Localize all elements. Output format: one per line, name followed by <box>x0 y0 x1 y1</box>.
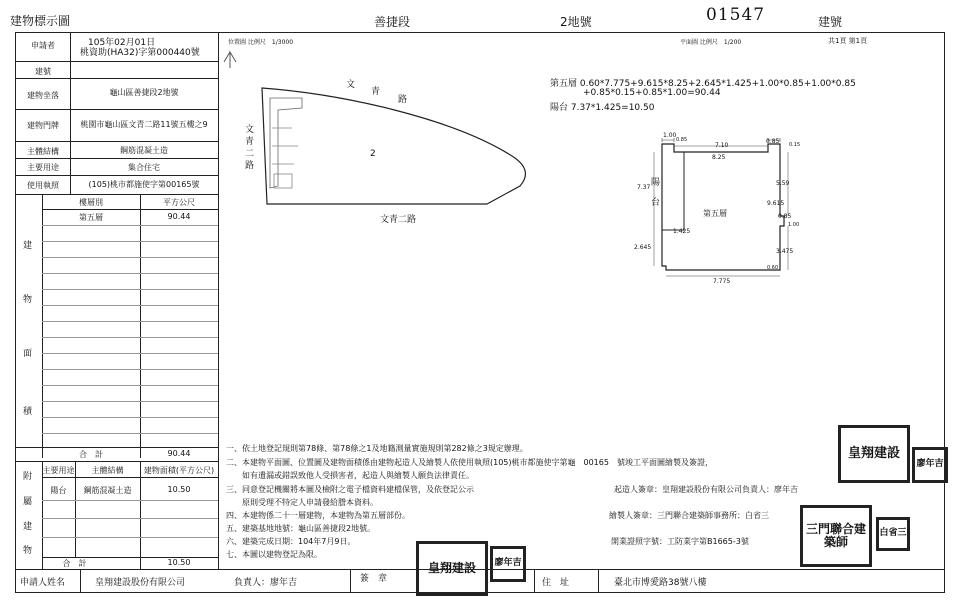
lot-number: 2 <box>370 149 376 159</box>
note-4: 三、同意登記機關將本圖及檢附之電子檔資料建檔保管，及依登記公示 <box>226 485 474 494</box>
annex-vertical-4: 物 <box>23 546 33 556</box>
dim-right-2: 9.615 <box>767 200 785 207</box>
left-table-divider <box>218 32 219 569</box>
note-7: 五、建築基地地號：龜山區善捷段2地號。 <box>226 524 376 533</box>
annex-row-area: 10.50 <box>167 485 191 494</box>
seal-builder-company: 皇翔建設 <box>838 425 910 483</box>
applicant-label: 申請者 <box>31 41 55 50</box>
applicant-doc: 桃資助(HA32)字第000440號 <box>80 48 200 58</box>
responsible-person: 負責人：廖年吉 <box>234 578 298 588</box>
seal-drafter-office: 三門聯合建築師 <box>800 505 872 567</box>
applicant-name: 皇翔建設股份有限公司 <box>95 578 186 588</box>
arrow-mark <box>224 52 236 68</box>
dim-left-height: 7.37 <box>637 184 651 191</box>
lot-boundary <box>262 88 525 204</box>
note-1: 一、依土地登記規則第78條、第78條之1及地籍測量實施規則第282條之3規定辦理。 <box>226 444 528 453</box>
annex-col-use: 主要用途 <box>42 466 75 475</box>
note-2: 二、本建物平面圖、位置圖及建物面積係由建物起造人及繪製人依使用執照(105)桃市都施使字第龜 00165 號竣工平面圖繪製及簽證， <box>226 458 713 467</box>
area-formula-1: 第五層 0.60*7.775+9.615*8.25+2.645*1.425+1.00*0.85+1.00*0.85 <box>550 79 856 89</box>
dim-top-right-v: 0.15 <box>789 142 801 148</box>
floor-plan-drawing <box>650 134 830 284</box>
use-value: 集合住宅 <box>128 163 160 172</box>
land-number: 2地號 <box>560 15 592 29</box>
balcony-label-2: 台 <box>651 198 661 208</box>
license-number: 開業證照字號：工防業字第B1665-3號 <box>611 537 749 546</box>
road-label-north-2: 青 <box>371 87 381 97</box>
stamp-label: 簽 章 <box>360 574 388 584</box>
road-label-north-1: 文 <box>346 80 356 90</box>
inner-block <box>270 98 302 188</box>
doorplate-value: 桃園市龜山區文青二路11號五樓之9 <box>80 120 208 129</box>
annex-total-label: 合 計 <box>62 559 87 568</box>
dim-top-left: 1.00 <box>663 132 677 139</box>
doorplate-label: 建物門牌 <box>27 121 59 130</box>
plan-outline <box>662 144 784 270</box>
annex-vertical-3: 建 <box>23 522 33 532</box>
permit-value: (105)桃市都施使字第00165號 <box>88 180 200 189</box>
note-6: 四、本建物係二十一層建物，本建物為第五層部份。 <box>226 511 410 520</box>
area-vertical-3: 面 <box>23 349 33 359</box>
drafter-signature: 繪製人簽章：三門聯合建築師事務所：白省三 <box>609 511 769 520</box>
floor-col-header: 樓層別 <box>79 198 103 207</box>
note-3: 如有遺漏或錯誤致他人受損害者，起造人與繪製人願負法律責任。 <box>226 471 474 480</box>
total-value: 90.44 <box>167 449 191 458</box>
dim-top-mid2: 8.25 <box>712 154 726 161</box>
address-label: 住 址 <box>542 578 570 588</box>
location-label: 建物坐落 <box>27 91 59 100</box>
area-vertical-1: 建 <box>23 241 33 251</box>
serial-number: 01547 <box>706 5 766 25</box>
annex-total-value: 10.50 <box>167 558 191 567</box>
total-label: 合 計 <box>79 450 103 459</box>
section-name: 善捷段 <box>374 15 411 29</box>
form-title: 建物標示圖 <box>10 14 71 28</box>
dim-right-5: 3.475 <box>776 248 794 255</box>
location-value: 龜山區善捷段2地號 <box>109 88 179 97</box>
road-label-south: 文青二路 <box>380 215 417 225</box>
annex-vertical-1: 附 <box>23 472 33 482</box>
annex-row-structure: 鋼筋混凝土造 <box>83 486 132 495</box>
area-col-header: 平方公尺 <box>163 198 195 207</box>
dim-left-width: 1.425 <box>673 228 691 235</box>
area-formula-2: +0.85*0.15+0.85*1.00=90.44 <box>583 88 721 98</box>
note-5: 原則受理不特定人申請發給謄本資料。 <box>226 498 378 507</box>
room-label: 第五層 <box>703 209 727 218</box>
plan-scale-label: 平面圖 比例尺 1/200 <box>680 39 742 46</box>
dim-left-low: 2.645 <box>634 244 652 251</box>
builder-signature: 起造人簽章：皇翔建設股份有限公司負責人：廖年吉 <box>614 485 798 494</box>
dim-bottom-v: 0.60 <box>767 265 779 271</box>
seal-applicant-company: 皇翔建設 <box>416 541 488 596</box>
build-no-label: 建號 <box>35 67 51 76</box>
balcony-wall <box>662 152 684 230</box>
area-vertical-2: 物 <box>23 295 33 305</box>
seal-builder-person: 廖年吉 <box>912 447 948 483</box>
dim-top-mid: 7.10 <box>715 142 729 149</box>
dim-top-left-v: 0.85 <box>676 137 688 143</box>
annex-vertical-2: 屬 <box>23 497 33 507</box>
dim-top-right: 0.85 <box>766 138 780 145</box>
road-label-west-4: 路 <box>245 161 255 171</box>
building-number-label: 建號 <box>818 15 843 29</box>
dim-bottom: 7.775 <box>713 278 731 285</box>
road-label-north-3: 路 <box>398 95 408 105</box>
use-label: 主要用途 <box>27 163 59 172</box>
address-value: 臺北市博愛路38號八樓 <box>614 578 707 588</box>
floor-row-area: 90.44 <box>167 212 191 221</box>
balcony-label-1: 陽 <box>651 178 661 188</box>
seal-applicant-person: 廖年吉 <box>490 546 526 582</box>
dim-right-3: 0.85 <box>778 213 792 220</box>
road-label-west-3: 二 <box>245 149 255 159</box>
balcony-formula: 陽台 7.37*1.425=10.50 <box>550 103 655 113</box>
area-vertical-4: 積 <box>23 407 33 417</box>
permit-label: 使用執照 <box>27 181 59 190</box>
page-label: 共1頁 第1頁 <box>828 37 868 45</box>
dim-right-1: 5.59 <box>776 180 790 187</box>
seal-drafter-person: 白省三 <box>876 517 910 551</box>
note-9: 七、本圖以建物登記為限。 <box>226 550 322 559</box>
annex-row-use: 陽台 <box>50 486 67 495</box>
annex-col-structure: 主體結構 <box>91 466 124 475</box>
structure-label: 主體結構 <box>27 147 59 156</box>
location-scale-label: 位置圖 比例尺 1/3000 <box>228 39 294 46</box>
road-label-west-2: 青 <box>245 137 255 147</box>
note-8: 六、建築完成日期：104年7月9日。 <box>226 537 356 546</box>
floor-row-floor: 第五層 <box>79 213 103 222</box>
structure-value: 鋼筋混凝土造 <box>120 146 168 155</box>
road-label-west-1: 文 <box>245 125 255 135</box>
dim-right-4: 1.00 <box>788 222 800 228</box>
annex-col-area: 建物面積(平方公尺) <box>143 466 215 475</box>
applicant-date: 105年02月01日 <box>88 38 156 48</box>
applicant-name-label: 申請人姓名 <box>20 578 66 588</box>
